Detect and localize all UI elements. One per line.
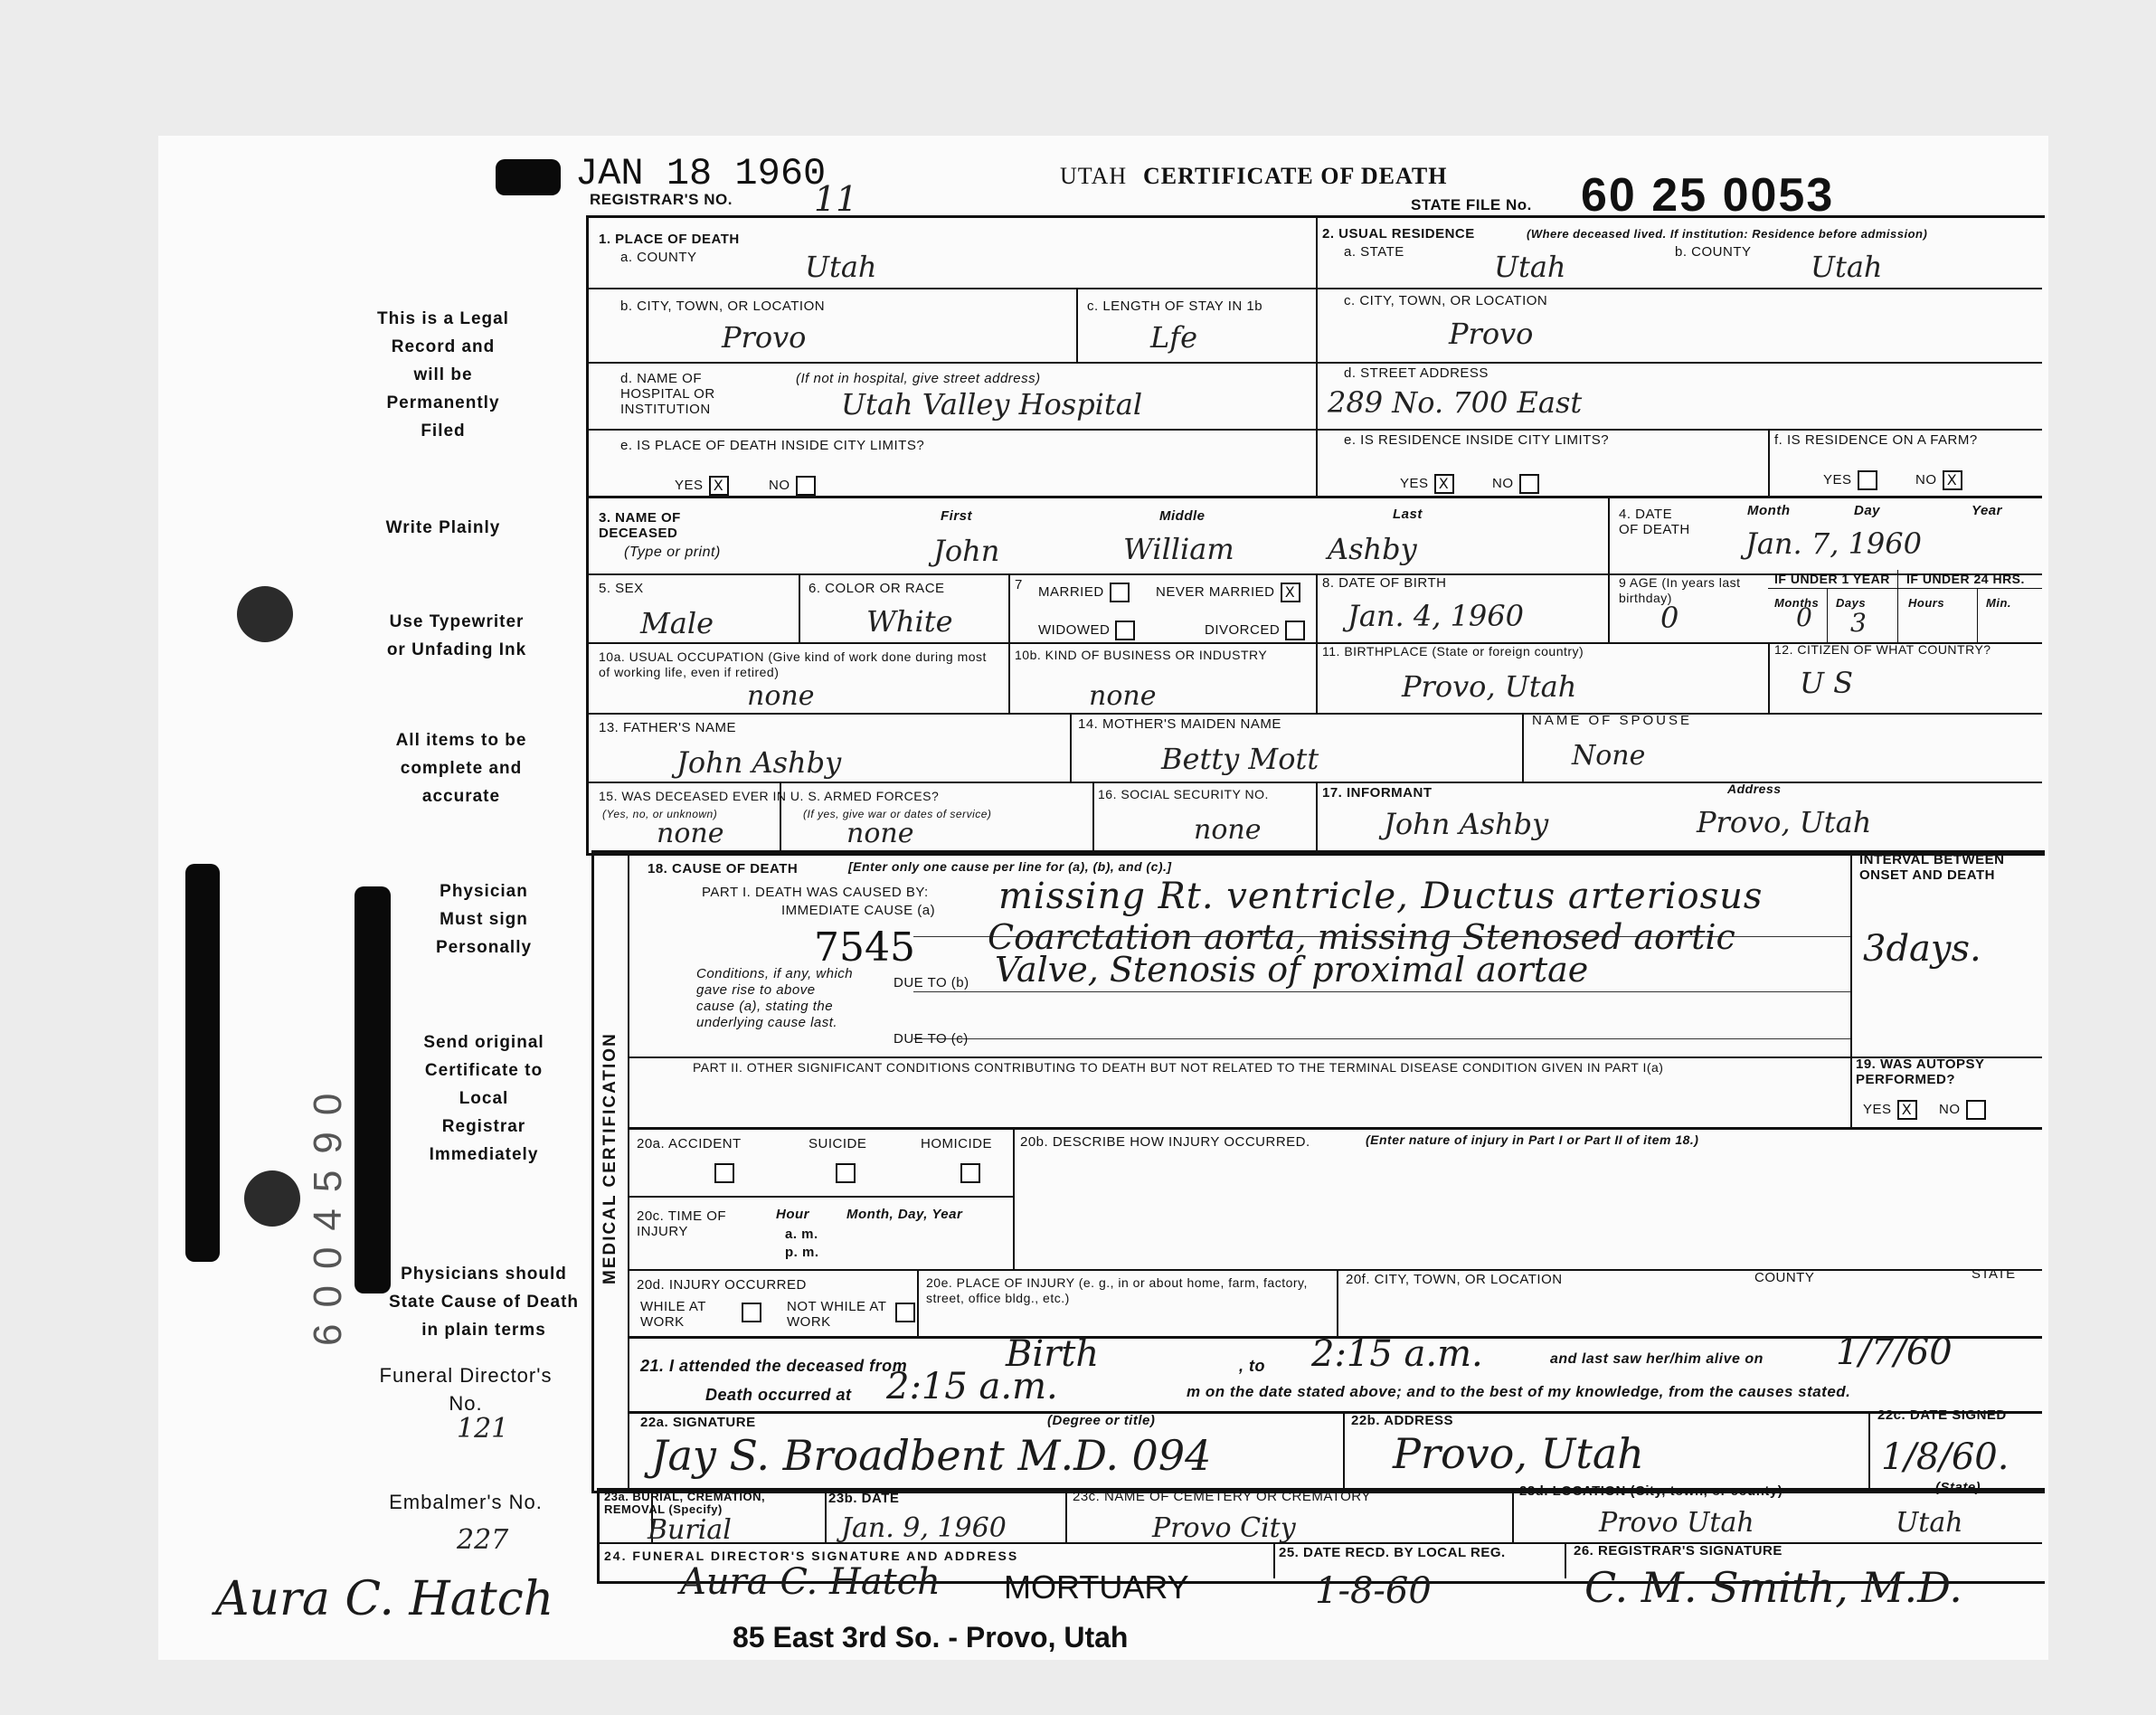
age-label: 9 AGE (In years last birthday)	[1619, 575, 1741, 605]
physician-address-label: 22b. ADDRESS	[1351, 1413, 1453, 1428]
city-label: b. CITY, TOWN, OR LOCATION	[620, 298, 826, 314]
pm-label: p. m.	[785, 1245, 819, 1260]
hour-label: Hour	[776, 1207, 809, 1222]
divorced-option: DIVORCED	[1205, 621, 1305, 640]
signature-label: 22a. SIGNATURE	[640, 1415, 756, 1430]
burial-date-value: Jan. 9, 1960	[841, 1512, 1007, 1544]
residence-inside-no-checkbox[interactable]	[1519, 474, 1539, 494]
death-inside-city-no: NO	[769, 476, 816, 496]
last-saw-date: 1/7/60	[1836, 1331, 1953, 1373]
suicide-label: SUICIDE	[808, 1136, 867, 1151]
business-value: none	[1089, 680, 1157, 712]
autopsy-yes-checkbox[interactable]: X	[1897, 1100, 1917, 1120]
not-at-work-option: NOT WHILE AT WORK	[787, 1299, 887, 1330]
sex-label: 5. SEX	[599, 581, 644, 596]
state-file-label: STATE FILE No.	[1411, 196, 1532, 213]
age-value: 0	[1660, 601, 1679, 635]
date-of-death-label: 4. DATE OF DEATH	[1619, 507, 1690, 537]
occupation-label: 10a. USUAL OCCUPATION (Give kind of work done during most of working life, even if retired)	[599, 649, 987, 679]
last-label: Last	[1393, 507, 1423, 522]
informant-address-value: Provo, Utah	[1697, 805, 1872, 839]
homicide-checkbox[interactable]	[960, 1163, 980, 1183]
state-cause-note: Physicians should State Cause of Death in plain terms	[388, 1265, 580, 1340]
while-at-work-option: WHILE AT WORK	[640, 1299, 706, 1330]
place-of-injury-label: 20e. PLACE OF INJURY (e. g., in or about home, farm, factory, street, office bldg., etc.)	[926, 1275, 1308, 1305]
widowed-checkbox[interactable]	[1115, 621, 1135, 640]
autopsy-no: NO	[1939, 1100, 1986, 1120]
place-city-value: Provo	[722, 320, 807, 355]
sex-value: Male	[640, 606, 714, 640]
suicide-checkbox[interactable]	[836, 1163, 856, 1183]
citizen-label: 12. CITIZEN OF WHAT COUNTRY?	[1774, 642, 1991, 657]
attended-to-label: , to	[1239, 1357, 1265, 1375]
first-name-value: John	[933, 534, 1000, 568]
legal-record-note: This is a Legal Record and will be Permanently Filed	[377, 309, 509, 441]
burial-state-label: (State)	[1935, 1480, 1981, 1495]
burial-type-value: Burial	[648, 1514, 732, 1546]
part-two-label: PART II. OTHER SIGNIFICANT CONDITIONS CONTRIBUTING TO DEATH BUT NOT RELATED TO THE TERMINAL DISEASE CONDITION GIVEN IN PART I(a)	[693, 1060, 1664, 1075]
injury-state-label: STATE	[1972, 1266, 2016, 1282]
spouse-value: None	[1572, 740, 1646, 772]
race-label: 6. COLOR OR RACE	[808, 581, 945, 596]
place-county-value: Utah	[805, 250, 877, 284]
injury-city-label: 20f. CITY, TOWN, OR LOCATION	[1346, 1272, 1563, 1287]
mortuary-address: 85 East 3rd So. - Provo, Utah	[733, 1621, 1129, 1653]
address-label: Address	[1727, 782, 1782, 796]
armed-dates-value: none	[846, 818, 914, 849]
while-at-work-checkbox[interactable]	[742, 1303, 761, 1322]
informant-label: 17. INFORMANT	[1322, 785, 1433, 801]
residence-county-label: b. COUNTY	[1675, 244, 1752, 260]
hours-label: Hours	[1908, 596, 1945, 610]
residence-inside-yes: YES X	[1400, 474, 1454, 494]
cause-a-value: missing Rt. ventricle, Ductus arteriosus	[998, 876, 1764, 917]
accident-checkbox[interactable]	[714, 1163, 734, 1183]
mother-label: 14. MOTHER'S MAIDEN NAME	[1078, 716, 1281, 732]
never-married-checkbox[interactable]: X	[1281, 583, 1300, 602]
months-label: Months	[1774, 596, 1820, 610]
date-signed-label: 22c. DATE SIGNED	[1877, 1407, 2007, 1423]
burial-state-value: Utah	[1896, 1507, 1963, 1539]
attended-prefix: 21. I attended the deceased from	[640, 1357, 908, 1375]
cause-of-death-note: [Enter only one cause per line for (a), (b), and (c).]	[848, 859, 1172, 874]
days-label: Days	[1836, 596, 1867, 610]
married-option: MARRIED	[1038, 583, 1130, 602]
hospital-value: Utah Valley Hospital	[841, 387, 1143, 422]
registrar-signature-label: 26. REGISTRAR'S SIGNATURE	[1574, 1543, 1782, 1559]
physician-address: Provo, Utah	[1393, 1429, 1644, 1478]
date-received-label: 25. DATE RECD. BY LOCAL REG.	[1279, 1545, 1506, 1560]
ssn-label: 16. SOCIAL SECURITY NO.	[1098, 787, 1269, 801]
hospital-label: d. NAME OF HOSPITAL OR INSTITUTION	[620, 371, 715, 417]
citizen-value: U S	[1800, 666, 1854, 700]
embalmer-label: Embalmer's No.	[389, 1491, 543, 1513]
death-inside-yes-checkbox[interactable]: X	[709, 476, 729, 496]
date-of-death-value: Jan. 7, 1960	[1745, 526, 1922, 561]
cause-code: 7545	[814, 924, 915, 971]
occurred-at-label: Death occurred at	[705, 1386, 852, 1404]
inside-city-label: e. IS PLACE OF DEATH INSIDE CITY LIMITS?	[620, 438, 925, 453]
mortuary-label: MORTUARY	[1004, 1568, 1189, 1606]
last-name-value: Ashby	[1328, 532, 1417, 566]
under-24-hours-label: IF UNDER 24 HRS.	[1906, 572, 2025, 586]
residence-inside-label: e. IS RESIDENCE INSIDE CITY LIMITS?	[1344, 432, 1610, 448]
residence-label: 2. USUAL RESIDENCE	[1322, 226, 1475, 242]
attended-from-value: Birth	[1006, 1333, 1100, 1375]
death-inside-city-yes: YES X	[675, 476, 729, 496]
cemetery-value: Provo City	[1152, 1512, 1296, 1544]
informant-value: John Ashby	[1384, 807, 1549, 841]
funeral-director-number: 121	[457, 1413, 509, 1445]
punch-hole-bottom	[244, 1170, 300, 1227]
funeral-director-signature-label: 24. FUNERAL DIRECTOR'S SIGNATURE AND ADDRESS	[604, 1549, 1019, 1563]
residence-county-value: Utah	[1811, 250, 1883, 284]
date-received-value: 1-8-60	[1315, 1570, 1432, 1612]
days-value: 3	[1850, 608, 1867, 638]
residence-note: (Where deceased lived. If institution: Residence before admission)	[1527, 227, 1928, 241]
street-address-label: d. STREET ADDRESS	[1344, 365, 1489, 381]
spouse-label: NAME OF SPOUSE	[1532, 713, 1693, 728]
residence-city-value: Provo	[1449, 317, 1534, 351]
residence-state-label: a. STATE	[1344, 244, 1404, 260]
day-label: Day	[1854, 503, 1881, 518]
widowed-option: WIDOWED	[1038, 621, 1135, 640]
occurred-at-value: 2:15 a.m.	[886, 1366, 1058, 1407]
farm-yes-checkbox[interactable]	[1858, 470, 1877, 490]
county-label: a. COUNTY	[620, 250, 697, 265]
farm-no-checkbox[interactable]: X	[1943, 470, 1962, 490]
immediate-cause-label: IMMEDIATE CAUSE (a)	[781, 903, 936, 918]
armed-forces-value: none	[657, 818, 724, 849]
divorced-checkbox[interactable]	[1285, 621, 1305, 640]
registrar-signature: C. M. Smith, M.D.	[1584, 1563, 1962, 1612]
homicide-label: HOMICIDE	[921, 1136, 992, 1151]
death-inside-no-checkbox[interactable]	[796, 476, 816, 496]
cause-of-death-label: 18. CAUSE OF DEATH	[648, 861, 799, 876]
write-plainly-note: Write Plainly	[385, 518, 501, 537]
burial-location-label: 23d. LOCATION (City, town, or county)	[1519, 1483, 1783, 1499]
not-at-work-checkbox[interactable]	[895, 1303, 915, 1322]
deceased-name-label: 3. NAME OF DECEASED	[599, 510, 681, 541]
ssn-value: none	[1194, 814, 1262, 846]
send-original-note: Send original Certificate to Local Registrar Immediately	[423, 1033, 544, 1164]
part-one-label: PART I. DEATH WAS CAUSED BY:	[702, 885, 929, 900]
received-stamp-date: JAN 18 1960	[575, 152, 827, 195]
residence-inside-yes-checkbox[interactable]: X	[1434, 474, 1454, 494]
middle-name-value: William	[1123, 532, 1234, 566]
married-checkbox[interactable]	[1110, 583, 1130, 602]
farm-label: f. IS RESIDENCE ON A FARM?	[1774, 432, 1978, 448]
race-value: White	[866, 604, 953, 639]
punch-hole-top	[237, 586, 293, 642]
months-value: 0	[1796, 602, 1812, 632]
certificate-title: CERTIFICATE OF DEATH	[1143, 163, 1448, 189]
last-saw-label: and last saw her/him alive on	[1550, 1351, 1764, 1367]
embalmer-signature: Aura C. Hatch	[215, 1572, 554, 1626]
minutes-label: Min.	[1986, 596, 2011, 610]
due-to-b-label: DUE TO (b)	[894, 975, 969, 990]
autopsy-label: 19. WAS AUTOPSY PERFORMED?	[1856, 1056, 1985, 1087]
attended-to-value: 2:15 a.m.	[1311, 1333, 1483, 1375]
interval-label: INTERVAL BETWEEN ONSET AND DEATH	[1859, 852, 2005, 883]
autopsy-yes: YES X	[1863, 1100, 1917, 1120]
funeral-director-signature: Aura C. Hatch	[680, 1561, 941, 1603]
cause-b-value: Valve, Stenosis of proximal aortae	[995, 950, 1589, 990]
burial-type-label: 23a. BURIAL, CREMATION, REMOVAL (Specify)	[604, 1490, 766, 1516]
redaction-bar-left	[185, 864, 220, 1262]
place-of-death-label: 1. PLACE OF DEATH	[599, 232, 740, 247]
armed-yes-no-note: (Yes, no, or unknown)	[602, 808, 718, 820]
armed-dates-note: (If yes, give war or dates of service)	[803, 808, 992, 820]
middle-label: Middle	[1159, 508, 1206, 524]
hospital-note: (If not in hospital, give street address)	[796, 371, 1041, 386]
injury-description-label: 20b. DESCRIBE HOW INJURY OCCURRED.	[1020, 1134, 1310, 1150]
burial-location-value: Provo Utah	[1599, 1507, 1754, 1539]
length-of-stay-label: c. LENGTH OF STAY IN 1b	[1087, 298, 1263, 314]
birthplace-value: Provo, Utah	[1402, 669, 1577, 704]
injury-description-note: (Enter nature of injury in Part I or Part II of item 18.)	[1366, 1132, 1699, 1147]
burial-date-label: 23b. DATE	[828, 1491, 900, 1506]
occupation-value: none	[747, 680, 815, 712]
residence-state-value: Utah	[1494, 250, 1566, 284]
street-address-value: 289 No. 700 East	[1328, 385, 1583, 420]
registrar-label: REGISTRAR'S NO.	[590, 191, 733, 208]
medical-certification-label: MEDICAL CERTIFICATION	[600, 1032, 619, 1284]
typewriter-note: Use Typewriter or Unfading Ink	[386, 612, 527, 659]
state-file-number: 60 25 0053	[1581, 169, 1835, 222]
complete-note: All items to be complete and accurate	[395, 731, 527, 806]
month-day-year-label: Month, Day, Year	[846, 1207, 963, 1222]
armed-forces-label: 15. WAS DECEASED EVER IN U. S. ARMED FORCES?	[599, 789, 940, 803]
under-one-year-label: IF UNDER 1 YEAR	[1774, 572, 1890, 586]
never-married-option: NEVER MARRIED X	[1156, 583, 1300, 602]
type-or-print-note: (Type or print)	[624, 545, 721, 560]
redaction-stamp	[496, 159, 561, 195]
due-to-c-label: DUE TO (c)	[894, 1031, 969, 1047]
birthplace-label: 11. BIRTHPLACE (State or foreign country)	[1322, 644, 1584, 659]
year-label: Year	[1972, 503, 2002, 518]
funeral-director-label: Funeral Director's No.	[379, 1364, 553, 1415]
farm-no: NO X	[1915, 470, 1962, 490]
autopsy-no-checkbox[interactable]	[1966, 1100, 1986, 1120]
injury-county-label: COUNTY	[1754, 1270, 1815, 1285]
dob-value: Jan. 4, 1960	[1348, 599, 1524, 633]
occurred-suffix: m on the date stated above; and to the best of my knowledge, from the causes stated.	[1187, 1383, 1851, 1400]
length-of-stay-value: Lfe	[1150, 320, 1198, 355]
injury-occurred-label: 20d. INJURY OCCURRED	[637, 1277, 807, 1293]
month-label: Month	[1747, 503, 1791, 518]
first-label: First	[941, 508, 973, 524]
farm-yes: YES	[1823, 470, 1877, 490]
residence-city-label: c. CITY, TOWN, OR LOCATION	[1344, 293, 1548, 308]
father-label: 13. FATHER'S NAME	[599, 720, 736, 735]
conditions-note: Conditions, if any, which gave rise to above cause (a), stating the underlying cause last.	[696, 966, 854, 1030]
interval-value: 3days.	[1863, 928, 1981, 970]
marital-label: 7	[1015, 577, 1023, 592]
residence-inside-no: NO	[1492, 474, 1539, 494]
time-of-injury-label: 20c. TIME OF INJURY	[637, 1208, 727, 1239]
physician-signature: Jay S. Broadbent M.D. 094	[651, 1431, 1212, 1480]
registrar-number: 11	[814, 179, 858, 219]
father-value: John Ashby	[676, 745, 842, 780]
business-label: 10b. KIND OF BUSINESS OR INDUSTRY	[1015, 648, 1268, 662]
serial-number: 6004590	[306, 1076, 350, 1346]
date-signed-value: 1/8/60.	[1881, 1436, 2009, 1478]
redaction-bar-right	[355, 886, 391, 1293]
am-label: a. m.	[785, 1227, 818, 1242]
cause-a2-value: Coarctation aorta, missing Stenosed aortic	[988, 917, 1735, 957]
dob-label: 8. DATE OF BIRTH	[1322, 575, 1447, 591]
degree-label: (Degree or title)	[1047, 1413, 1156, 1428]
accident-label: 20a. ACCIDENT	[637, 1136, 742, 1151]
physician-sign-note: Physician Must sign Personally	[435, 882, 533, 957]
title-prefix: UTAH	[1060, 163, 1128, 189]
cemetery-label: 23c. NAME OF CEMETERY OR CREMATORY	[1073, 1489, 1371, 1504]
embalmer-number: 227	[457, 1524, 509, 1556]
mother-value: Betty Mott	[1161, 742, 1319, 776]
